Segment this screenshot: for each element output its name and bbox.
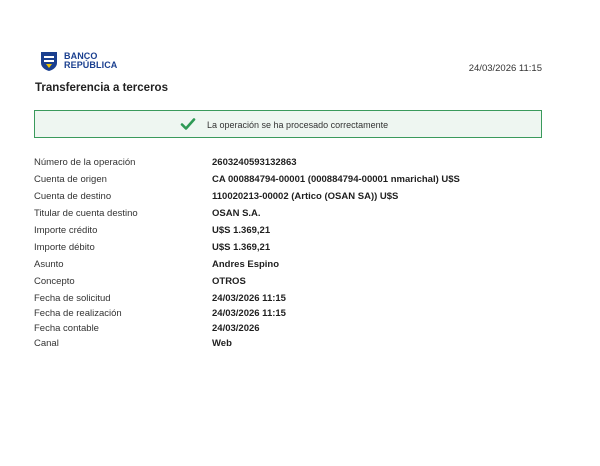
detail-value: OTROS	[212, 276, 246, 287]
detail-row-destination-account	[34, 191, 554, 208]
detail-row-concept	[34, 276, 554, 293]
detail-value: 24/03/2026 11:15	[212, 308, 286, 319]
detail-label: Canal	[34, 338, 59, 349]
detail-value: 24/03/2026 11:15	[212, 293, 286, 304]
detail-value: CA 000884794-00001 (000884794-00001 nmarichal) U$S	[212, 174, 460, 185]
detail-label: Asunto	[34, 259, 64, 270]
brand-line-2: REPÚBLICA	[64, 60, 118, 70]
detail-value: U$S 1.369,21	[212, 225, 271, 236]
detail-label: Cuenta de origen	[34, 174, 107, 185]
detail-row-execution-date	[34, 308, 554, 323]
detail-value: Web	[212, 338, 232, 349]
detail-row-operation-number	[34, 157, 554, 174]
detail-row-origin-account	[34, 174, 554, 191]
brand-line-1: BANCO	[64, 51, 98, 61]
detail-label: Fecha de solicitud	[34, 293, 111, 304]
page-title: Transferencia a terceros	[35, 82, 168, 94]
detail-label: Titular de cuenta destino	[34, 208, 138, 219]
detail-value: Andres Espino	[212, 259, 280, 270]
detail-value: U$S 1.369,21	[212, 242, 271, 253]
detail-row-accounting-date	[34, 323, 554, 338]
detail-label: Concepto	[34, 276, 75, 287]
detail-label: Importe débito	[34, 242, 95, 253]
detail-value: 24/03/2026	[212, 323, 260, 334]
detail-value: 110020213-00002 (Artico (OSAN SA)) U$S	[212, 191, 399, 202]
detail-value: OSAN S.A.	[212, 208, 261, 219]
bank-shield-icon	[38, 50, 60, 72]
detail-row-request-date	[34, 293, 554, 308]
operation-details	[34, 157, 554, 353]
print-timestamp: 24/03/2026 11:15	[468, 63, 542, 74]
detail-row-subject	[34, 259, 554, 276]
detail-label: Importe crédito	[34, 225, 98, 236]
detail-label: Fecha contable	[34, 323, 99, 334]
success-message-box	[34, 110, 542, 138]
detail-label: Número de la operación	[34, 157, 136, 168]
detail-row-channel	[34, 338, 554, 353]
detail-label: Fecha de realización	[34, 308, 122, 319]
detail-row-debit-amount	[34, 242, 554, 259]
detail-value: 2603240593132863	[212, 157, 297, 168]
success-message: La operación se ha procesado correctamente	[207, 120, 389, 130]
detail-row-credit-amount	[34, 225, 554, 242]
detail-label: Cuenta de destino	[34, 191, 112, 202]
check-icon	[180, 116, 196, 132]
brand-name	[64, 52, 117, 70]
detail-row-destination-holder	[34, 208, 554, 225]
bank-logo	[38, 50, 117, 72]
